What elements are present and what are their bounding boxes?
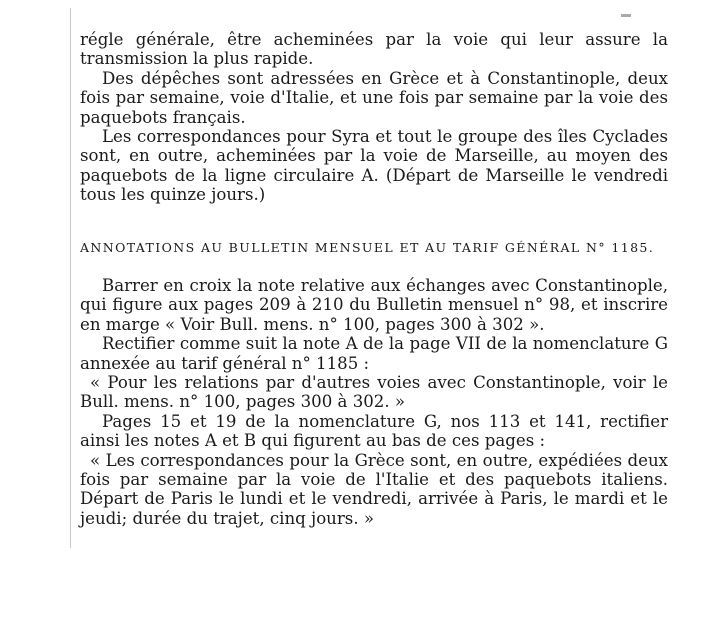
paragraph-barrer-note: Barrer en croix la note relative aux échanges avec Constantinople, qui figure aux pages 209 à 210 du Bulletin mensuel n° 98, et inscrire en marge « Voir Bull. mens. n° 100, pages 300 à 302 ». [80, 276, 668, 334]
section-heading: ANNOTATIONS AU BULLETIN MENSUEL ET AU TARIF GÉNÉRAL N° 1185. [80, 240, 655, 255]
paragraph-pages-nomenclature: Pages 15 et 19 de la nomenclature G, nos 113 et 141, rectifier ainsi les notes A et B qui figurent au bas de ces pages : [80, 411, 668, 451]
top-text-section [80, 30, 668, 205]
paragraph-transmission: régle générale, être acheminées par la voie qui leur assure la transmission la plus rapide. [80, 30, 668, 69]
paragraph-syra-cyclades: Les correspondances pour Syra et tout le groupe des îles Cyclades sont, en outre, acheminées par la voie de Marseille, au moyen des paquebots de la ligne circulaire A. (Départ de Marseille le vendredi tous les quinze jours.) [80, 127, 668, 205]
quote-correspondances-grece: « Les correspondances pour la Grèce sont, en outre, expédiées deux fois par semaine par la voie de l'Italie et des paquebots italiens. Départ de Paris le lundi et le vendredi, arrivée à Paris, le mardi et le jeudi; durée du trajet, cinq jours. » [80, 450, 668, 528]
annotations-section [80, 276, 668, 528]
paragraph-depeches-grece: Des dépêches sont adressées en Grèce et à Constantinople, deux fois par semaine, voie d'Italie, et une fois par semaine par la voie des paquebots français. [80, 68, 668, 127]
paragraph-rectifier-note-a: Rectifier comme suit la note A de la page VII de la nomenclature G annexée au tarif général n° 1185 : [80, 334, 668, 373]
quote-constantinople: « Pour les relations par d'autres voies avec Constantinople, voir le Bull. mens. n° 100, pages 300 à 302. » [80, 373, 668, 412]
print-mark [621, 14, 631, 17]
page-gutter-line [70, 8, 71, 548]
